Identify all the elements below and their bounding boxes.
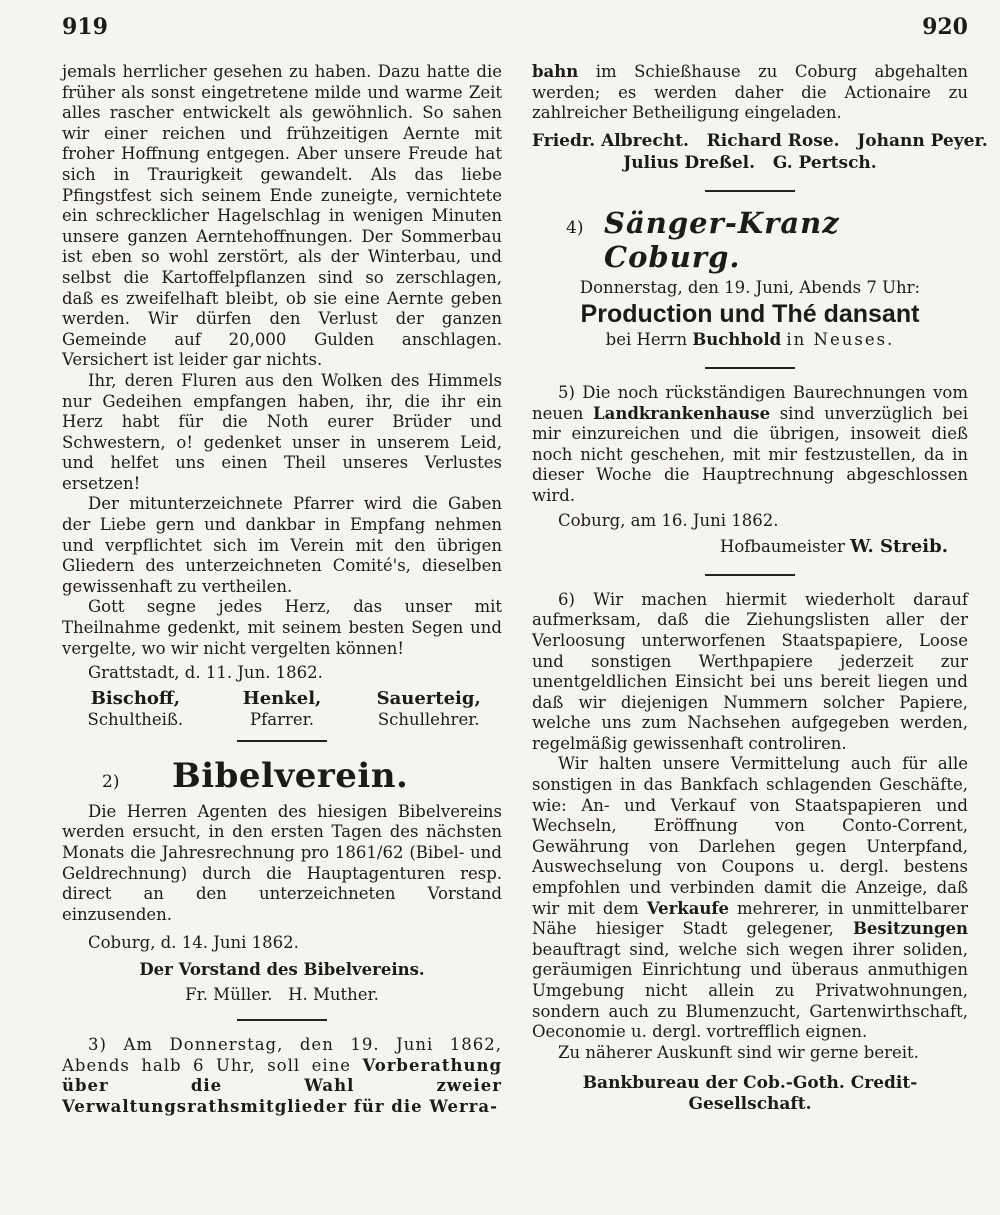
section-2-heading xyxy=(62,756,502,796)
text: im Schießhause zu Coburg abgehalten werden; es werden daher die Actionaire zu zahlreicher Betheiligung eingeladen. xyxy=(532,62,968,123)
paragraph xyxy=(62,1035,502,1117)
text-bold: bahn xyxy=(532,62,579,81)
section-4-heading xyxy=(532,206,968,274)
signature: Fr. Müller. H. Muther. xyxy=(185,984,379,1004)
signature: Friedr. Albrecht. Richard Rose. Johann Peyer. xyxy=(532,130,988,151)
section-title: Sänger-Kranz Coburg. xyxy=(604,205,840,274)
dateline: Grattstadt, d. 11. Jun. 1862. xyxy=(88,663,323,683)
signer-name: Sauerteig, xyxy=(376,687,481,709)
dateline: Coburg, am 16. Juni 1862. xyxy=(558,510,779,530)
signature: Bankbureau der Cob.-Goth. Credit-Gesellschaft. xyxy=(582,1073,918,1114)
text-bold: Vorberathung über die Wahl zweier Verwaltungsrathsmitglieder für die Werra- xyxy=(62,1055,502,1116)
text-bold: W. Streib. xyxy=(850,536,948,558)
text: in Neuses. xyxy=(786,330,895,350)
paragraph: Zu näherer Auskunft sind wir gerne bereit. xyxy=(558,1042,919,1062)
event-place xyxy=(532,330,968,351)
section-number: 2) xyxy=(102,771,120,792)
signature xyxy=(532,537,948,558)
text-bold: Verkaufe xyxy=(646,898,730,918)
paragraph: 6) Wir machen hiermit wiederholt darauf aufmerksam, daß die Ziehungslisten aller der Verloosung unterworfenen Staatspapiere, Loose und sonstigen Werthpapiere jederzeit zur unentgeldlichen Einsicht bei uns bereit liegen und daß wir diejenigen Nummern solcher Papiere, welche uns zum Nachsehen aufgegeben werden, regelmäßig gewissenhaft controliren. xyxy=(532,589,968,753)
text: mehrerer, in unmittelbarer Nähe hiesiger Stadt gelegener, xyxy=(532,898,968,939)
text: Wir halten unsere Vermittelung auch für alle sonstigen in das Bankfach schlagenden Geschäfte, wie: An- und Verkauf von Staatspapieren und Wechseln, Eröffnung von Conto-Corrent, Gewährung von Darlehen gegen Unterpfand, Auswechselung von Coupons u. dergl. bestens empfohlen und verbinden damit die Anzeige, daß wir mit dem xyxy=(532,754,968,918)
paragraph: Die Herren Agenten des hiesigen Bibelvereins werden ersucht, in den ersten Tagen des nächsten Monats die Jahresrechnung pro 1861/62 (Bibel- und Geldrechnung) durch die Hauptagenturen resp. direct an den unterzeichneten Vorstand einzusenden. xyxy=(62,801,502,924)
text-bold: Besitzungen xyxy=(852,919,968,939)
event-title: Production und Thé dansant xyxy=(580,300,920,329)
text-bold: Buchhold xyxy=(692,330,782,350)
right-column xyxy=(532,62,988,1115)
divider xyxy=(705,190,795,192)
signature-names xyxy=(62,688,502,709)
text: bei Herrn xyxy=(605,330,688,350)
dateline: Coburg, d. 14. Juni 1862. xyxy=(88,933,299,953)
signature-roles xyxy=(62,709,502,730)
text: beauftragt sind, welche sich wegen ihrer soliden, geräumigen Einrichtung und überaus anmuthigen Umgebung nicht allein zu Privatwohnungen, sondern auch zu Blumenzucht, Gartenwirthschaft, Oeconomie u. dergl. vortrefflich eignen. xyxy=(532,939,968,1042)
paragraph xyxy=(532,383,968,507)
text: Hofbaumeister xyxy=(719,537,845,557)
paragraph: Ihr, deren Fluren aus den Wolken des Himmels nur Gedeihen empfangen haben, ihr, die ihr ein Herz habt für die Noth eurer Brüder und Schwestern, o! gedenket unser in unserem Leid, und helfet uns einen Theil unseres Verlustes ersetzen! xyxy=(62,370,502,493)
signature: Julius Dreßel. G. Pertsch. xyxy=(623,152,877,173)
paragraph: jemals herrlicher gesehen zu haben. Dazu hatte die früher als sonst eingetretene milde und warme Zeit alles rascher entwickelt als gewöhnlich. So sahen wir einer reichen und frühzeitigen Aernte mit froher Hoffnung entgegen. Aber unsere Freude hat sich in Traurigkeit gewandelt. Als das liebe Pfingstfest sich seinem Ende zuneigte, vernichtete ein schrecklicher Hagelschlag in wenigen Minuten unsere ganzen Aerntehoffnungen. Der Sommerbau ist eben so wohl zerstört, als der Winterbau, und selbst die Kartoffelpflanzen sind so zerschlagen, daß es zweifelhaft bleibt, ob sie eine Aernte geben werden. Wir dürfen den Verlust der ganzen Gemeinde auf 20,000 Gulden anschlagen. Versichert ist leider gar nichts. xyxy=(62,62,502,370)
divider xyxy=(237,1019,327,1021)
text-bold: Landkrankenhause xyxy=(593,403,771,423)
text: 3) Am Donnerstag, den 19. Juni 1862, Abends halb 6 Uhr, soll eine xyxy=(62,1035,502,1075)
section-number: 4) xyxy=(566,217,584,238)
divider xyxy=(705,367,795,369)
signer-role: Schullehrer. xyxy=(377,709,480,729)
page-number-left: 919 xyxy=(62,14,108,40)
paragraph xyxy=(532,62,968,124)
paragraph xyxy=(532,754,968,1042)
signer-name: Henkel, xyxy=(242,687,322,709)
event-date: Donnerstag, den 19. Juni, Abends 7 Uhr: xyxy=(579,277,921,297)
left-column xyxy=(62,62,502,1118)
signer-role: Schultheiß. xyxy=(87,709,184,729)
divider xyxy=(237,740,327,742)
signer-name: Bischoff, xyxy=(90,687,180,709)
paragraph: Gott segne jedes Herz, das unser mit Theilnahme gedenkt, mit seinem besten Segen und vergelte, wo wir nicht vergelten können! xyxy=(62,597,502,658)
divider xyxy=(705,574,795,576)
text: 5) Die noch rückständigen Baurechnungen vom neuen xyxy=(532,382,968,423)
signature: Der Vorstand des Bibelvereins. xyxy=(139,959,425,979)
paragraph: Der mitunterzeichnete Pfarrer wird die Gaben der Liebe gern und dankbar in Empfang nehmen und verpflichtet sich im Verein mit den übrigen Gliedern des unterzeichneten Comité's, dieselben gewissenhaft zu vertheilen. xyxy=(62,494,502,596)
text: sind unverzüglich bei mir einzureichen und die übrigen, insoweit dieß noch nicht geschehen, mit mir festzustellen, da in dieser Woche die Hauptrechnung abgeschlossen wird. xyxy=(532,403,968,505)
signer-role: Pfarrer. xyxy=(250,709,314,729)
page-number-right: 920 xyxy=(922,14,968,40)
section-title: Bibelverein. xyxy=(172,755,409,796)
